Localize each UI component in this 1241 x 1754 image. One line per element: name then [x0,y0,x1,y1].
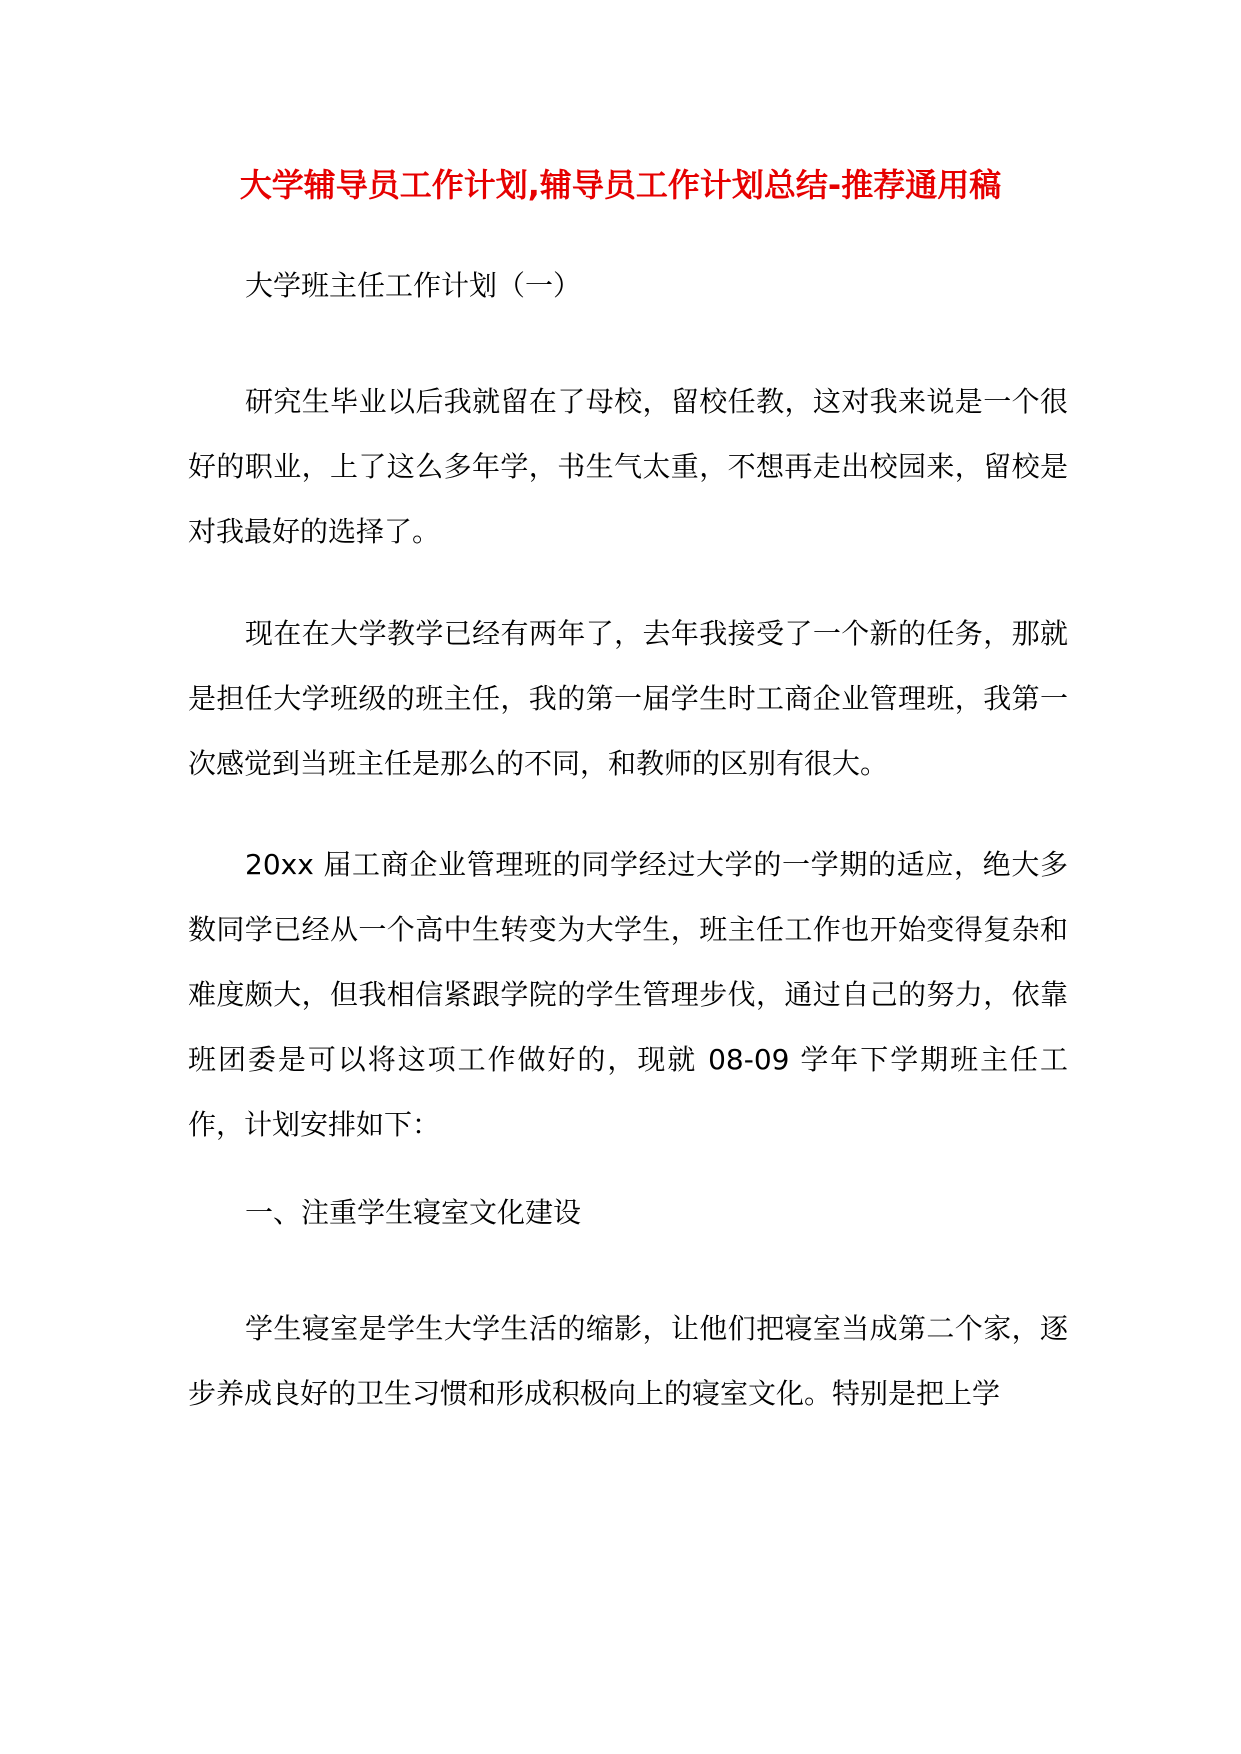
paragraph [188,832,1068,1157]
section-heading-text: 一、注重学生寝室文化建设 [245,1196,582,1229]
section-heading-text: 大学班主任工作计划（一） [245,269,582,302]
paragraph-text: 现在在大学教学已经有两年了，去年我接受了一个新的任务，那就是担任大学班级的班主任，我的第一届学生时工商企业管理班，我第一次感觉到当班主任是那么的不同，和教师的区别有很大。 [188,617,1068,780]
paragraph [188,601,1068,796]
section-heading [188,253,1068,318]
paragraph [188,369,1068,564]
paragraph-text: 20xx 届工商企业管理班的同学经过大学的一学期的适应，绝大多数同学已经从一个高中生转变为大学生，班主任工作也开始变得复杂和难度颇大，但我相信紧跟学院的学生管理步伐，通过自己的努力，依靠班团委是可以将这项工作做好的，现就 08-09 学年下学期班主任工作，计划安排如下： [188,848,1068,1141]
section-heading [188,1180,1068,1245]
document-title: 大学辅导员工作计划,辅导员工作计划总结-推荐通用稿 [239,166,1002,204]
paragraph-text: 学生寝室是学生大学生活的缩影，让他们把寝室当成第二个家，逐步养成良好的卫生习惯和形成积极向上的寝室文化。特别是把上学 [188,1312,1068,1410]
paragraph [188,1296,1068,1426]
paragraph-text: 研究生毕业以后我就留在了母校，留校任教，这对我来说是一个很好的职业，上了这么多年学，书生气太重，不想再走出校园来，留校是对我最好的选择了。 [188,385,1068,548]
